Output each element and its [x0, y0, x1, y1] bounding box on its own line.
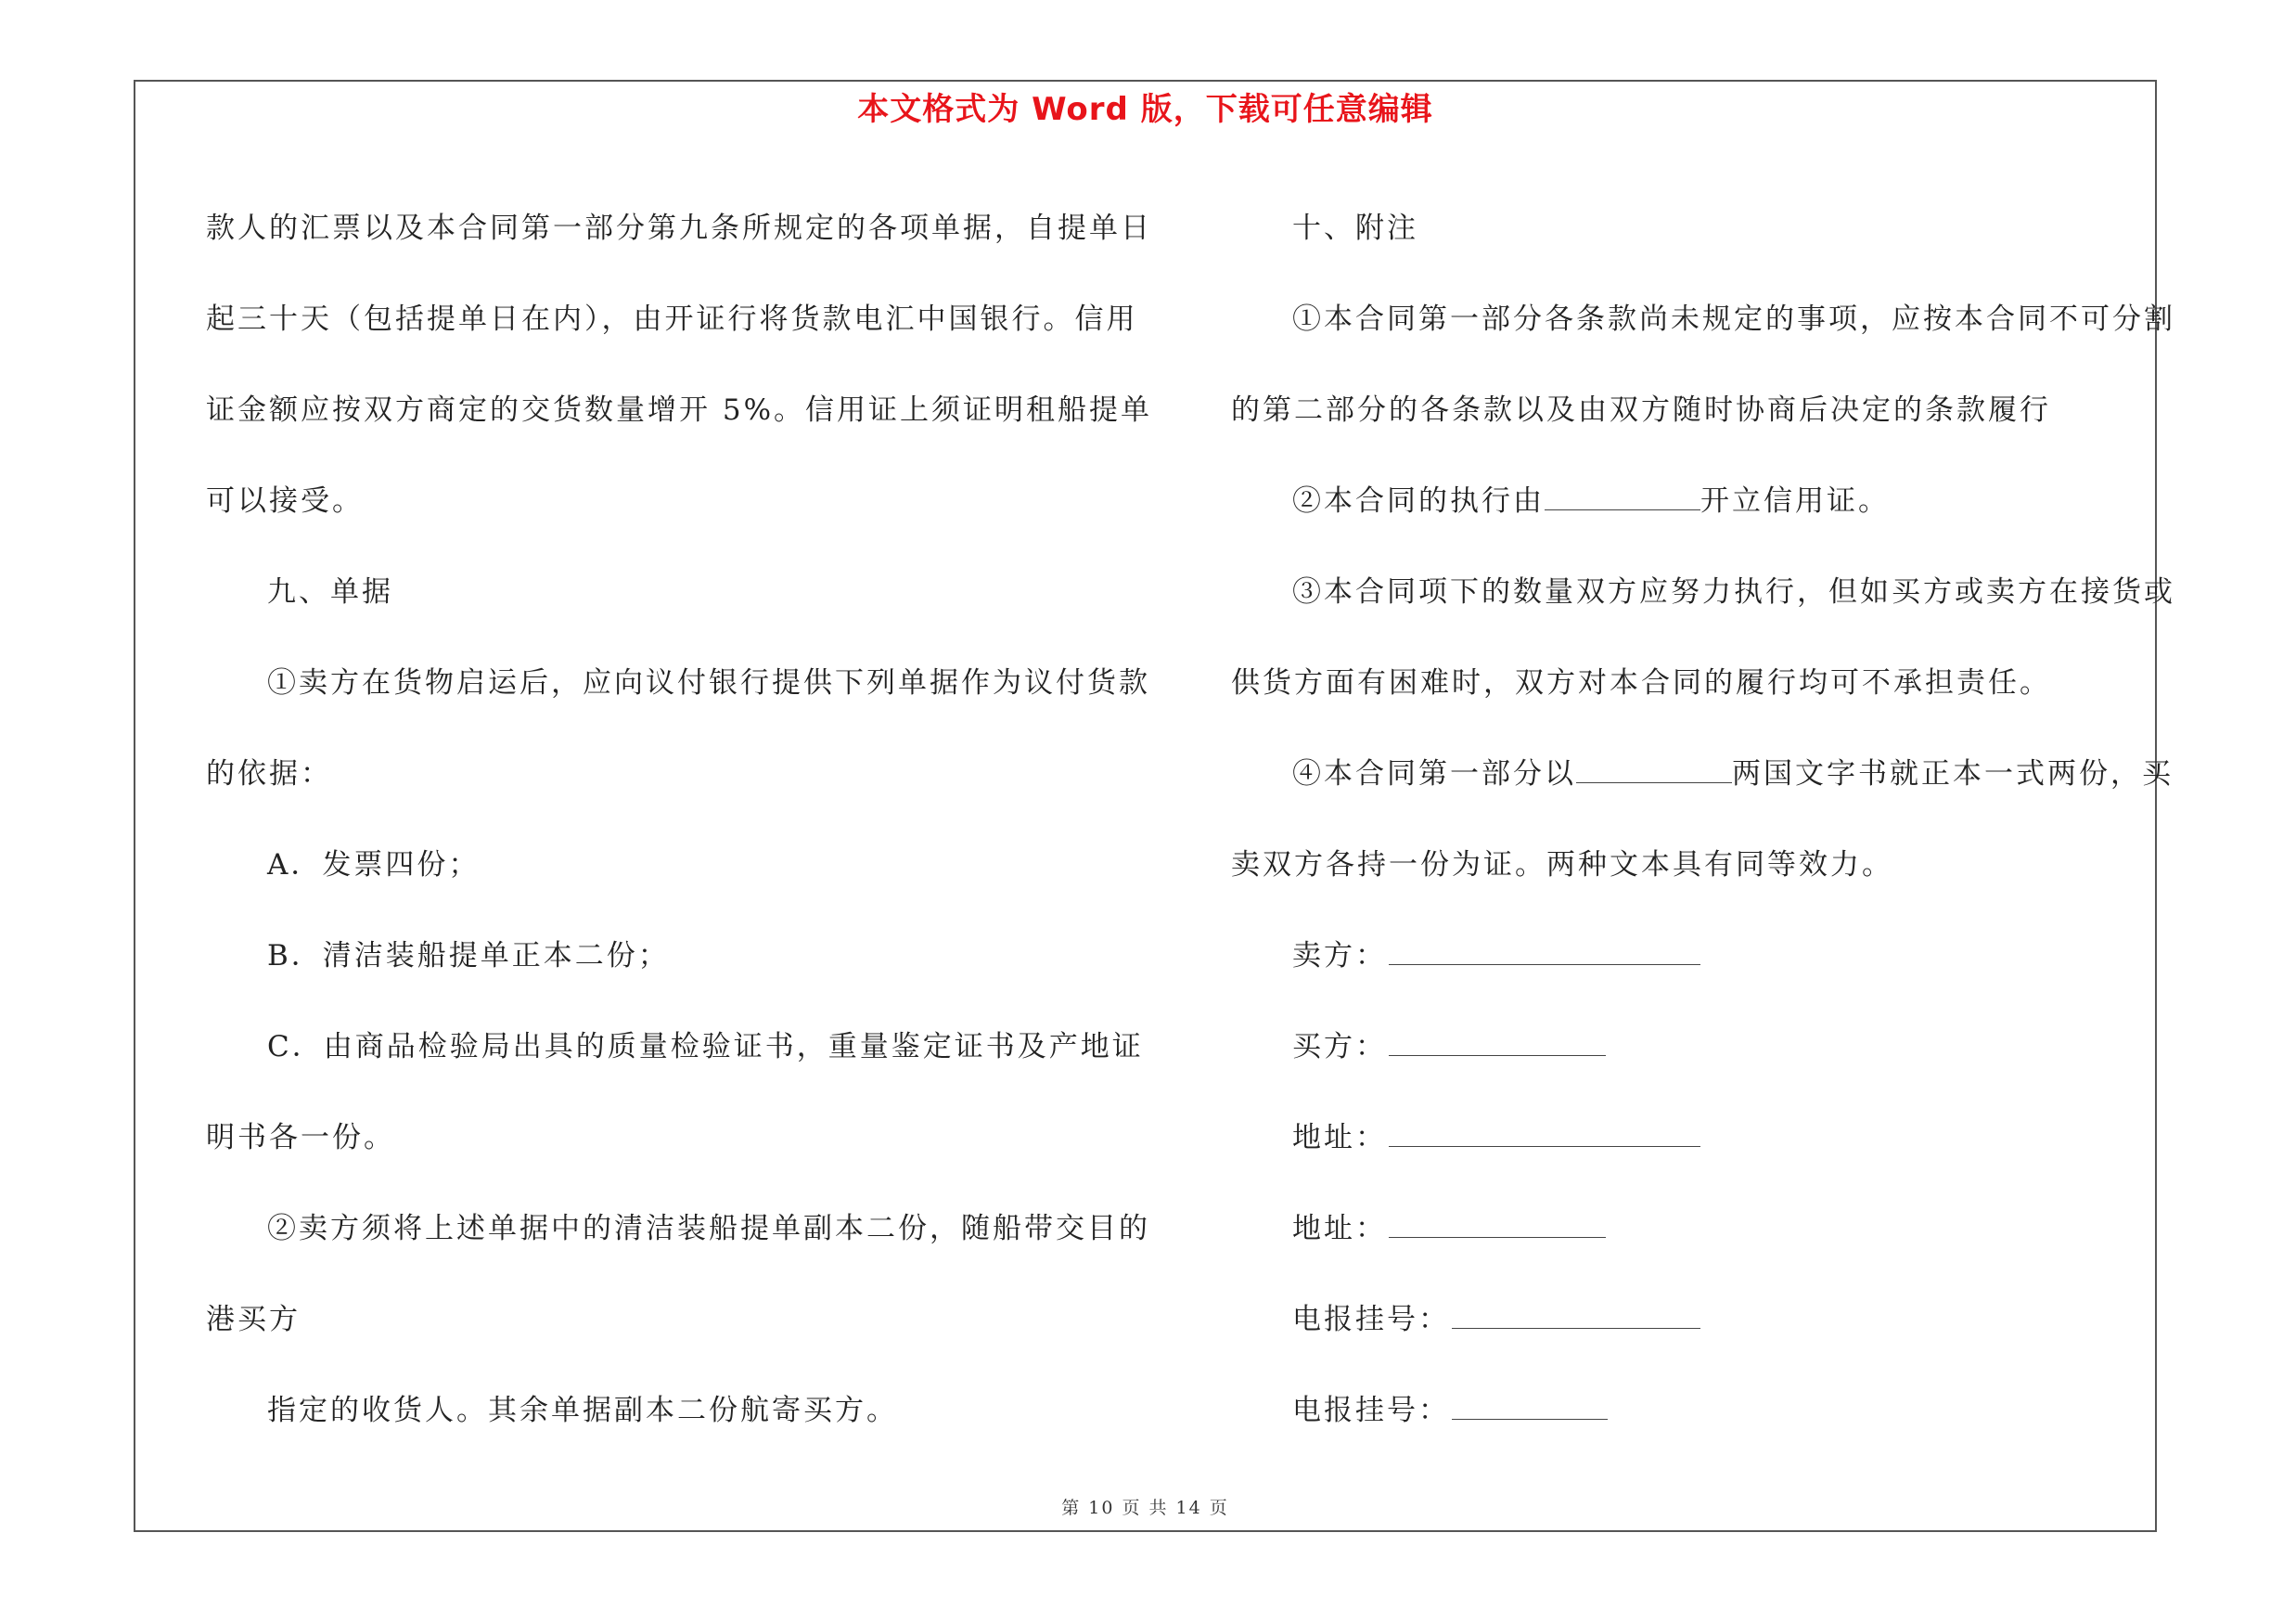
telegraph-field-1 [1231, 1274, 2154, 1365]
page-number-footer: 第 10 页 共 14 页 [1061, 1498, 1229, 1518]
buyer-field [1231, 1001, 2154, 1092]
seller-label: 卖方： [1292, 939, 1387, 973]
note-4-text-before: ④本合同第一部分以 [1292, 757, 1576, 791]
paragraph-line: 明书各一份。 [206, 1121, 395, 1154]
address-label: 地址： [1292, 1121, 1387, 1154]
section-10-heading: 十、附注 [1292, 212, 1418, 245]
telegraph-field-2 [1231, 1365, 2154, 1456]
word-format-banner: 本文格式为 Word 版，下载可任意编辑 [857, 91, 1433, 128]
section-9-heading: 九、单据 [267, 575, 393, 609]
address-field-1 [1231, 1092, 2154, 1183]
paragraph-line: ①本合同第一部分各条款尚未规定的事项，应按本合同不可分割 [1292, 303, 2175, 336]
list-item-c: C．由商品检验局出具的质量检验证书，重量鉴定证书及产地证 [267, 1030, 1144, 1063]
seller-field [1231, 910, 2154, 1001]
seller-signature-line [1389, 936, 1700, 965]
telegraph-label: 电报挂号： [1292, 1303, 1450, 1336]
right-column [1231, 183, 2175, 1456]
telegraph-line-1 [1452, 1300, 1700, 1329]
paragraph-line: 的依据： [206, 757, 332, 791]
note-2-text-after: 开立信用证。 [1700, 484, 1890, 518]
paragraph-line: 指定的收货人。其余单据副本二份航寄买方。 [267, 1394, 898, 1427]
paragraph-line: 证金额应按双方商定的交货数量增开 5%。信用证上须证明租船提单 [206, 393, 1153, 427]
address-line-2 [1389, 1209, 1606, 1238]
paragraph-line [1231, 456, 2154, 547]
paragraph-line: 的第二部分的各条款以及由双方随时协商后决定的条款履行 [1231, 393, 2051, 427]
paragraph-line: 供货方面有困难时，双方对本合同的履行均可不承担责任。 [1231, 666, 2051, 700]
buyer-signature-line [1389, 1027, 1606, 1056]
paragraph-line: 起三十天（包括提单日在内），由开证行将货款电汇中国银行。信用 [206, 303, 1138, 336]
telegraph-label: 电报挂号： [1292, 1394, 1450, 1427]
paragraph-line: 卖双方各持一份为证。两种文本具有同等效力。 [1231, 848, 1893, 882]
note-2-text-before: ②本合同的执行由 [1292, 484, 1545, 518]
address-line-1 [1389, 1118, 1700, 1147]
list-item-a: A．发票四份； [267, 848, 481, 882]
address-label: 地址： [1292, 1212, 1387, 1245]
paragraph-line: 可以接受。 [206, 484, 364, 518]
note-4-text-after: 两国文字书就正本一式两份，买 [1732, 757, 2174, 791]
paragraph-line [1231, 728, 2174, 819]
letter-of-credit-blank [1545, 483, 1700, 510]
paragraph-line: 款人的汇票以及本合同第一部分第九条所规定的各项单据，自提单日 [206, 212, 1152, 245]
address-field-2 [1231, 1183, 2154, 1274]
left-column [206, 183, 1153, 1456]
paragraph-line: 港买方 [206, 1303, 301, 1336]
paragraph-line: ②卖方须将上述单据中的清洁装船提单副本二份，随船带交目的 [267, 1212, 1150, 1245]
list-item-b: B．清洁装船提单正本二份； [267, 939, 670, 973]
language-blank [1576, 756, 1732, 783]
telegraph-line-2 [1452, 1391, 1608, 1420]
buyer-label: 买方： [1292, 1030, 1387, 1063]
paragraph-line: ③本合同项下的数量双方应努力执行，但如买方或卖方在接货或 [1292, 575, 2175, 609]
paragraph-line: ①卖方在货物启运后，应向议付银行提供下列单据作为议付货款 [267, 666, 1150, 700]
